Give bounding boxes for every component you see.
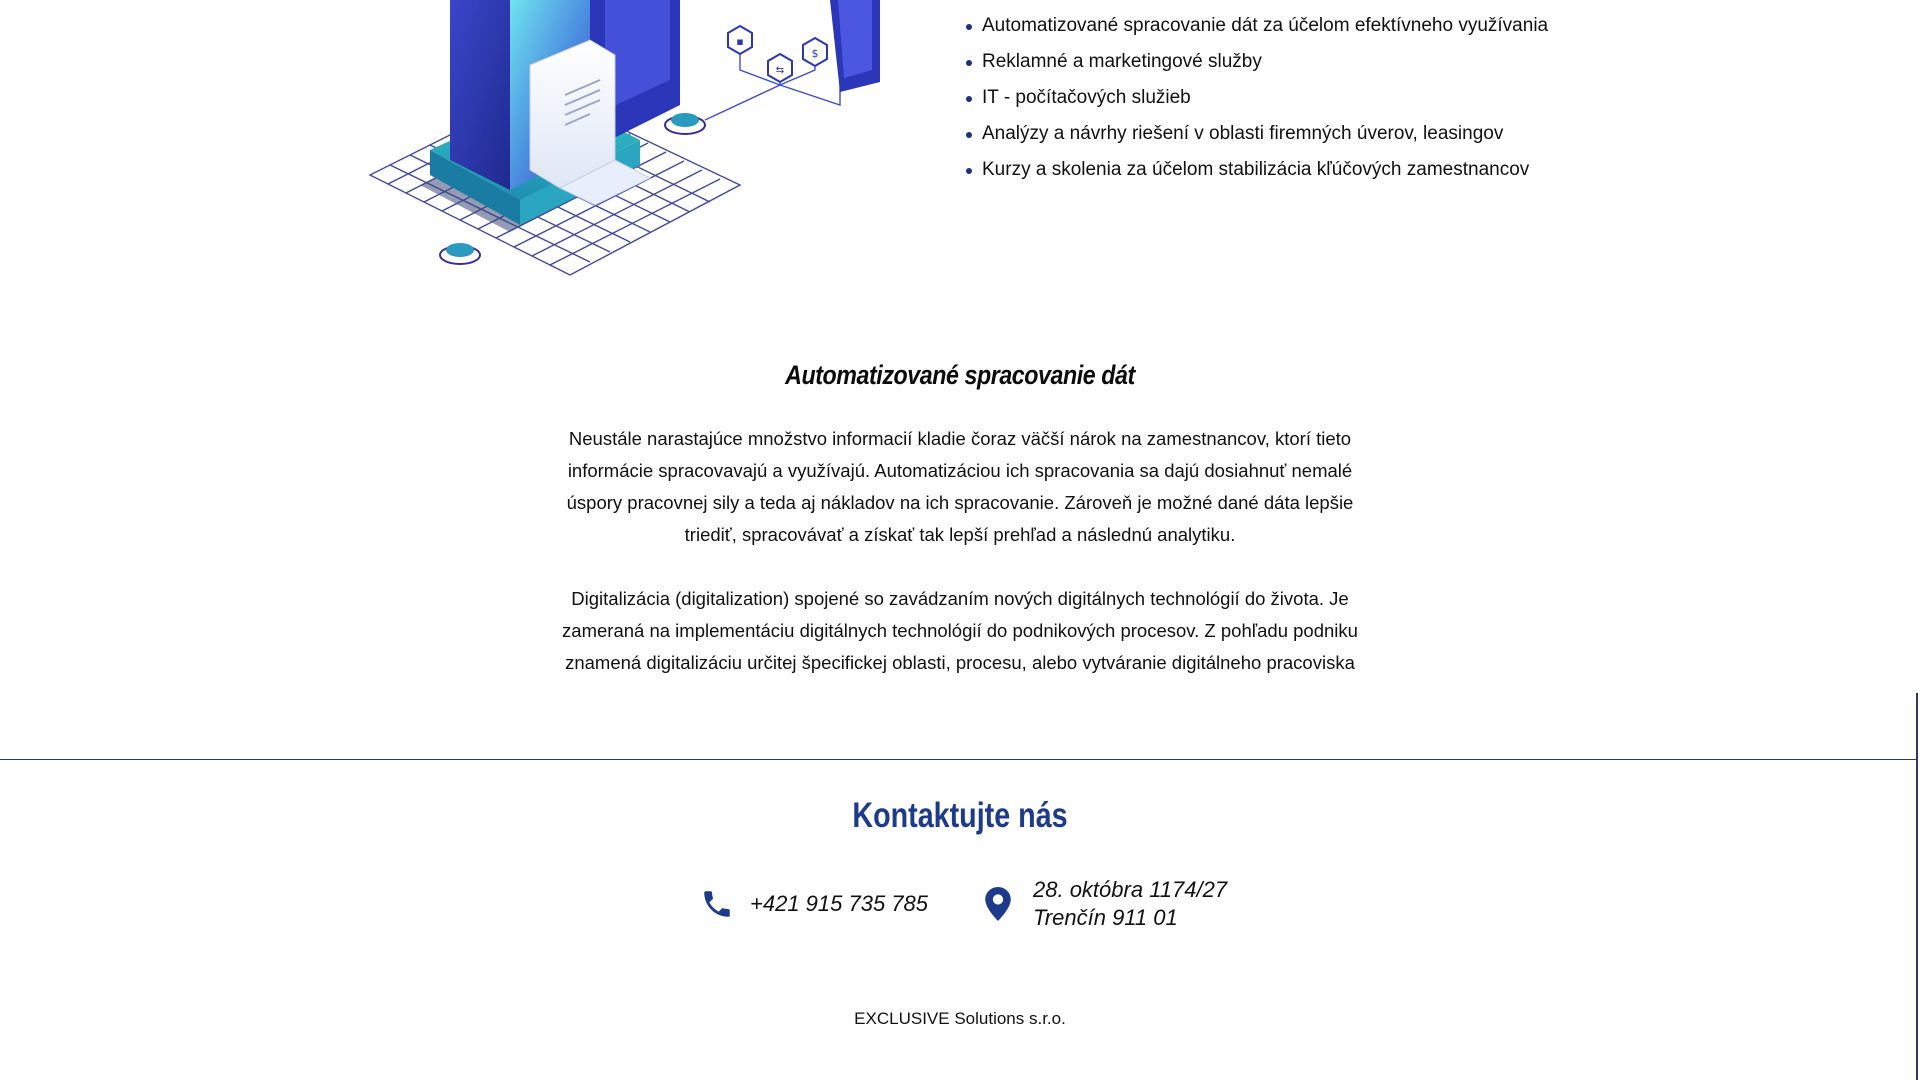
svg-text:▪: ▪ xyxy=(736,35,744,48)
address-street: 28. októbra 1174/27 xyxy=(1033,877,1228,902)
address xyxy=(1033,876,1227,932)
list-item: Analýzy a návrhy riešení v oblasti firemných úverov, leasingov xyxy=(966,116,1548,152)
list-item: Reklamné a marketingové služby xyxy=(966,44,1548,80)
paragraph: Neustále narastajúce množstvo informacií kladie čoraz väčší nárok na zamestnancov, ktorí tieto informácie spracovavajú a využívajú. Automatizáciou ich spracovania sa dajú dosiahnuť nemalé úspory pracovnej sily a teda aj nákladov na ich spracovanie. Zároveň je možné dané dáta lepšie triediť, spracovávať a získať tak lepší prehľad a následnú analytiku. xyxy=(566,428,1354,545)
contact-title: Kontaktujte nás xyxy=(852,796,1068,835)
list-item: Automatizované spracovanie dát za účelom efektívneho využívania xyxy=(966,8,1548,44)
services-list xyxy=(966,8,1548,188)
list-item: Kurzy a skolenia za účelom stabilizácia kľúčových zamestnancov xyxy=(966,152,1548,188)
address-block xyxy=(985,874,1227,934)
paragraph: Digitalizácia (digitalization) spojené so zavádzaním nových digitálnych technológií do života. Je zameraná na implementáciu digitálnych technológií do podnikových procesov. Z pohľadu podniku znamená digitalizáciu určitej špecifickej oblasti, procesu, alebo vytváranie digitálneho pracoviska xyxy=(562,588,1358,673)
phone-number: +421 915 735 785 xyxy=(750,891,929,916)
svg-text:$: $ xyxy=(811,47,819,60)
bullet-icon xyxy=(966,168,972,174)
section-title: Automatizované spracovanie dát xyxy=(785,360,1135,390)
phone-icon xyxy=(700,887,734,921)
footer-company-name: EXCLUSIVE Solutions s.r.o. xyxy=(854,1009,1066,1028)
section-body xyxy=(540,423,1380,711)
bullet-icon xyxy=(966,132,972,138)
svg-text:⇆: ⇆ xyxy=(775,65,785,76)
address-city: Trenčín 911 01 xyxy=(1033,905,1178,930)
bullet-icon xyxy=(966,24,972,30)
list-item: IT - počítačových služieb xyxy=(966,80,1548,116)
data-processing-illustration xyxy=(360,0,900,300)
map-pin-icon xyxy=(985,887,1011,921)
bullet-icon xyxy=(966,60,972,66)
section-divider xyxy=(0,759,1916,760)
contact-row xyxy=(0,874,1920,934)
phone-link[interactable] xyxy=(700,874,928,934)
bullet-icon xyxy=(966,96,972,102)
